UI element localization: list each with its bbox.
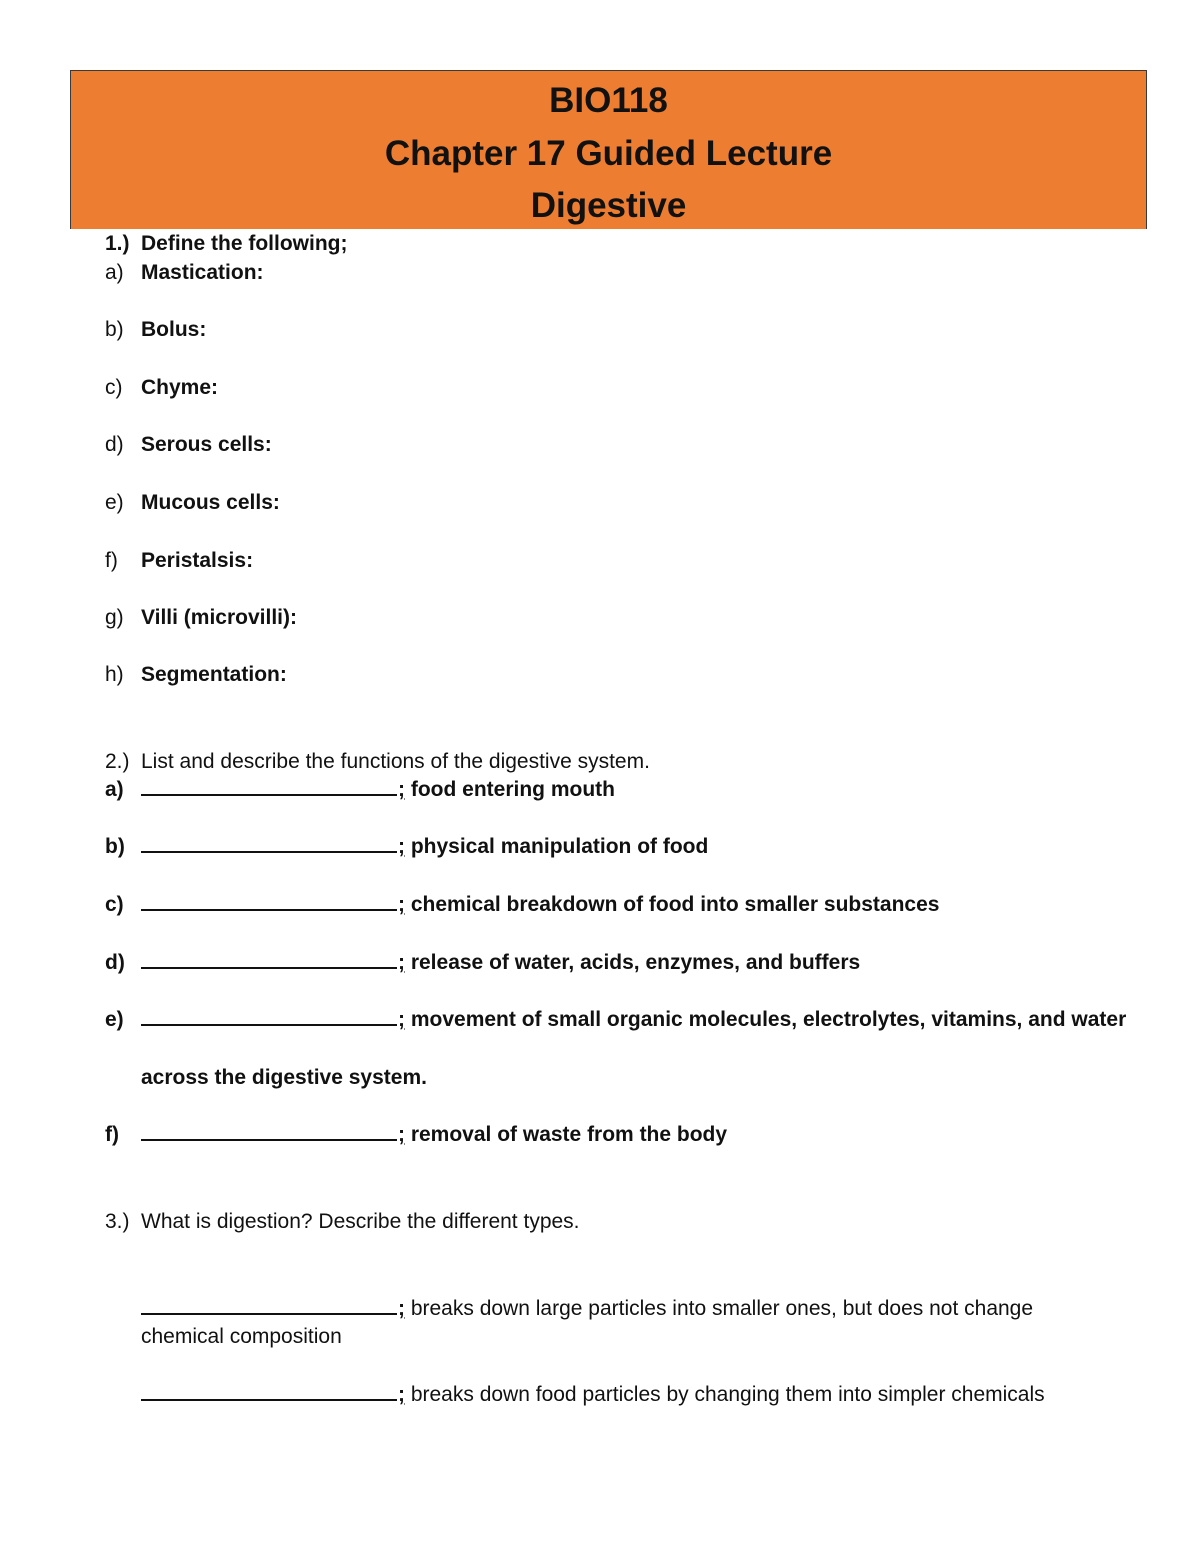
q2-item-c — [141, 892, 939, 918]
q1-marker-a: a) — [105, 261, 124, 284]
semicolon: ; — [398, 1008, 405, 1031]
q2-item-e — [141, 1007, 1126, 1033]
q2-desc-d: release of water, acids, enzymes, and buffers — [405, 951, 861, 974]
course-code: BIO118 — [549, 81, 668, 120]
q3-number: 3.) — [105, 1210, 130, 1233]
q2-item-d — [141, 950, 860, 976]
answer-blank — [141, 1007, 397, 1026]
topic-title: Digestive — [530, 186, 687, 225]
answer-blank — [141, 892, 397, 911]
q2-item-b — [141, 834, 708, 860]
q2-prompt: List and describe the functions of the digestive system. — [141, 750, 650, 773]
q2-marker-d: d) — [105, 951, 125, 974]
semicolon: ; — [398, 1383, 405, 1406]
title-banner — [70, 70, 1147, 229]
q1-term-serous: Serous cells: — [141, 433, 272, 456]
answer-blank — [141, 1296, 397, 1315]
answer-blank — [141, 950, 397, 969]
q1-term-segmentation: Segmentation: — [141, 663, 287, 686]
q2-item-a — [141, 777, 615, 803]
answer-blank — [141, 1122, 397, 1141]
q2-marker-b: b) — [105, 835, 125, 858]
q2-marker-c: c) — [105, 893, 124, 916]
semicolon: ; — [398, 835, 405, 858]
q3-prompt: What is digestion? Describe the different types. — [141, 1210, 580, 1233]
q1-term-villi: Villi (microvilli): — [141, 606, 297, 629]
q2-desc-e-continued: across the digestive system. — [141, 1066, 427, 1089]
chapter-title: Chapter 17 Guided Lecture — [384, 134, 833, 173]
q1-marker-e: e) — [105, 491, 124, 514]
q1-term-peristalsis: Peristalsis: — [141, 549, 254, 572]
q2-desc-b: physical manipulation of food — [405, 835, 709, 858]
semicolon: ; — [398, 1123, 405, 1146]
q1-marker-c: c) — [105, 376, 123, 399]
q1-number: 1.) — [105, 232, 130, 255]
q3-type-mechanical — [141, 1296, 1033, 1322]
semicolon: ; — [398, 893, 405, 916]
q1-marker-h: h) — [105, 663, 124, 686]
semicolon: ; — [398, 951, 405, 974]
q1-marker-b: b) — [105, 318, 124, 341]
q2-item-f — [141, 1122, 727, 1148]
q3-desc-1-continued: chemical composition — [141, 1325, 342, 1348]
q1-marker-d: d) — [105, 433, 124, 456]
q1-prompt: Define the following; — [141, 232, 348, 255]
semicolon: ; — [398, 778, 405, 801]
q2-marker-a: a) — [105, 778, 124, 801]
q2-desc-f: removal of waste from the body — [405, 1123, 728, 1146]
q1-term-bolus: Bolus: — [141, 318, 207, 341]
q1-marker-g: g) — [105, 606, 124, 629]
answer-blank — [141, 777, 397, 796]
answer-blank — [141, 834, 397, 853]
q2-marker-f: f) — [105, 1123, 119, 1146]
q2-number: 2.) — [105, 750, 130, 773]
q3-type-chemical — [141, 1382, 1045, 1408]
q2-desc-c: chemical breakdown of food into smaller substances — [405, 893, 940, 916]
semicolon: ; — [398, 1297, 405, 1320]
answer-blank — [141, 1382, 397, 1401]
q2-marker-e: e) — [105, 1008, 124, 1031]
q1-term-mastication: Mastication: — [141, 261, 264, 284]
q3-desc-2: breaks down food particles by changing them into simpler chemicals — [405, 1383, 1045, 1406]
q3-desc-1: breaks down large particles into smaller ones, but does not change — [405, 1297, 1034, 1320]
q1-term-chyme: Chyme: — [141, 376, 219, 399]
q1-marker-f: f) — [105, 549, 118, 572]
q2-desc-e: movement of small organic molecules, electrolytes, vitamins, and water — [405, 1008, 1127, 1031]
q1-term-mucous: Mucous cells: — [141, 491, 280, 514]
q2-desc-a: food entering mouth — [405, 778, 615, 801]
